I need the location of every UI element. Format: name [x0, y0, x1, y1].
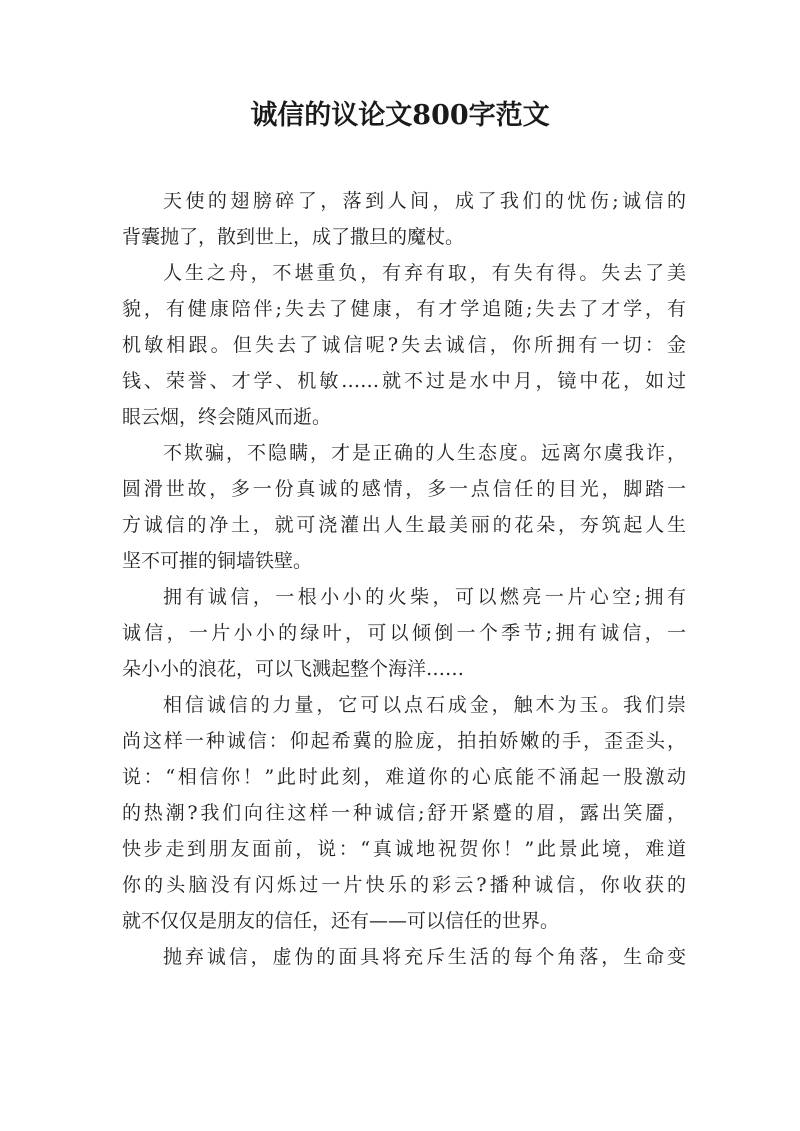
paragraph-line: 诚信，一片小小的绿叶，可以倾倒一个季节;拥有诚信，一	[122, 622, 686, 644]
paragraph	[122, 183, 686, 255]
paragraph	[122, 579, 686, 687]
paragraph	[122, 939, 686, 975]
paragraph-line: 你的头脑没有闪烁过一片快乐的彩云?播种诚信，你收获的	[122, 874, 686, 896]
paragraph-line: 尚这样一种诚信：仰起希冀的脸庞，拍拍娇嫩的手，歪歪头，	[122, 730, 686, 752]
document-title: 诚信的议论文800字范文	[250, 100, 550, 131]
paragraph-line: 朵小小的浪花，可以飞溅起整个海洋……	[122, 658, 465, 680]
paragraph-line: 机敏相跟。但失去了诚信呢?失去诚信，你所拥有一切：金	[122, 334, 686, 356]
paragraph-line: 貌，有健康陪伴;失去了健康，有才学追随;失去了才学，有	[122, 298, 686, 320]
paragraph-line: 天使的翅膀碎了，落到人间，成了我们的忧伤;诚信的	[163, 190, 686, 212]
paragraph-line: 背囊抛了，散到世上，成了撒旦的魔杖。	[122, 226, 465, 248]
document-body	[122, 183, 686, 975]
paragraph-line: 不欺骗，不隐瞒，才是正确的人生态度。远离尔虞我诈，	[163, 442, 686, 464]
paragraph-line: 方诚信的净土，就可浇灌出人生最美丽的花朵，夯筑起人生	[122, 514, 686, 536]
paragraph-line: 就不仅仅是朋友的信任，还有——可以信任的世界。	[122, 910, 560, 932]
paragraph-line: 人生之舟，不堪重负，有弃有取，有失有得。失去了美	[163, 262, 686, 284]
paragraph-line: 说：“相信你！”此时此刻，难道你的心底能不涌起一股激动	[122, 766, 686, 788]
paragraph-line: 钱、荣誉、才学、机敏……就不过是水中月，镜中花，如过	[122, 370, 686, 392]
paragraph-line: 圆滑世故，多一份真诚的感情，多一点信任的目光，脚踏一	[122, 478, 686, 500]
paragraph-line: 拥有诚信，一根小小的火柴，可以燃亮一片心空;拥有	[163, 586, 686, 608]
paragraph-line: 抛弃诚信，虚伪的面具将充斥生活的每个角落，生命变	[163, 946, 686, 968]
paragraph	[122, 687, 686, 939]
paragraph-line: 快步走到朋友面前，说：“真诚地祝贺你！”此景此境，难道	[122, 838, 686, 860]
paragraph	[122, 255, 686, 435]
paragraph-line: 相信诚信的力量，它可以点石成金，触木为玉。我们崇	[163, 694, 686, 716]
paragraph	[122, 435, 686, 579]
paragraph-line: 的热潮?我们向往这样一种诚信;舒开紧蹙的眉，露出笑靥，	[122, 802, 686, 824]
paragraph-line: 眼云烟，终会随风而逝。	[122, 406, 332, 428]
paragraph-line: 坚不可摧的铜墙铁壁。	[122, 550, 313, 572]
